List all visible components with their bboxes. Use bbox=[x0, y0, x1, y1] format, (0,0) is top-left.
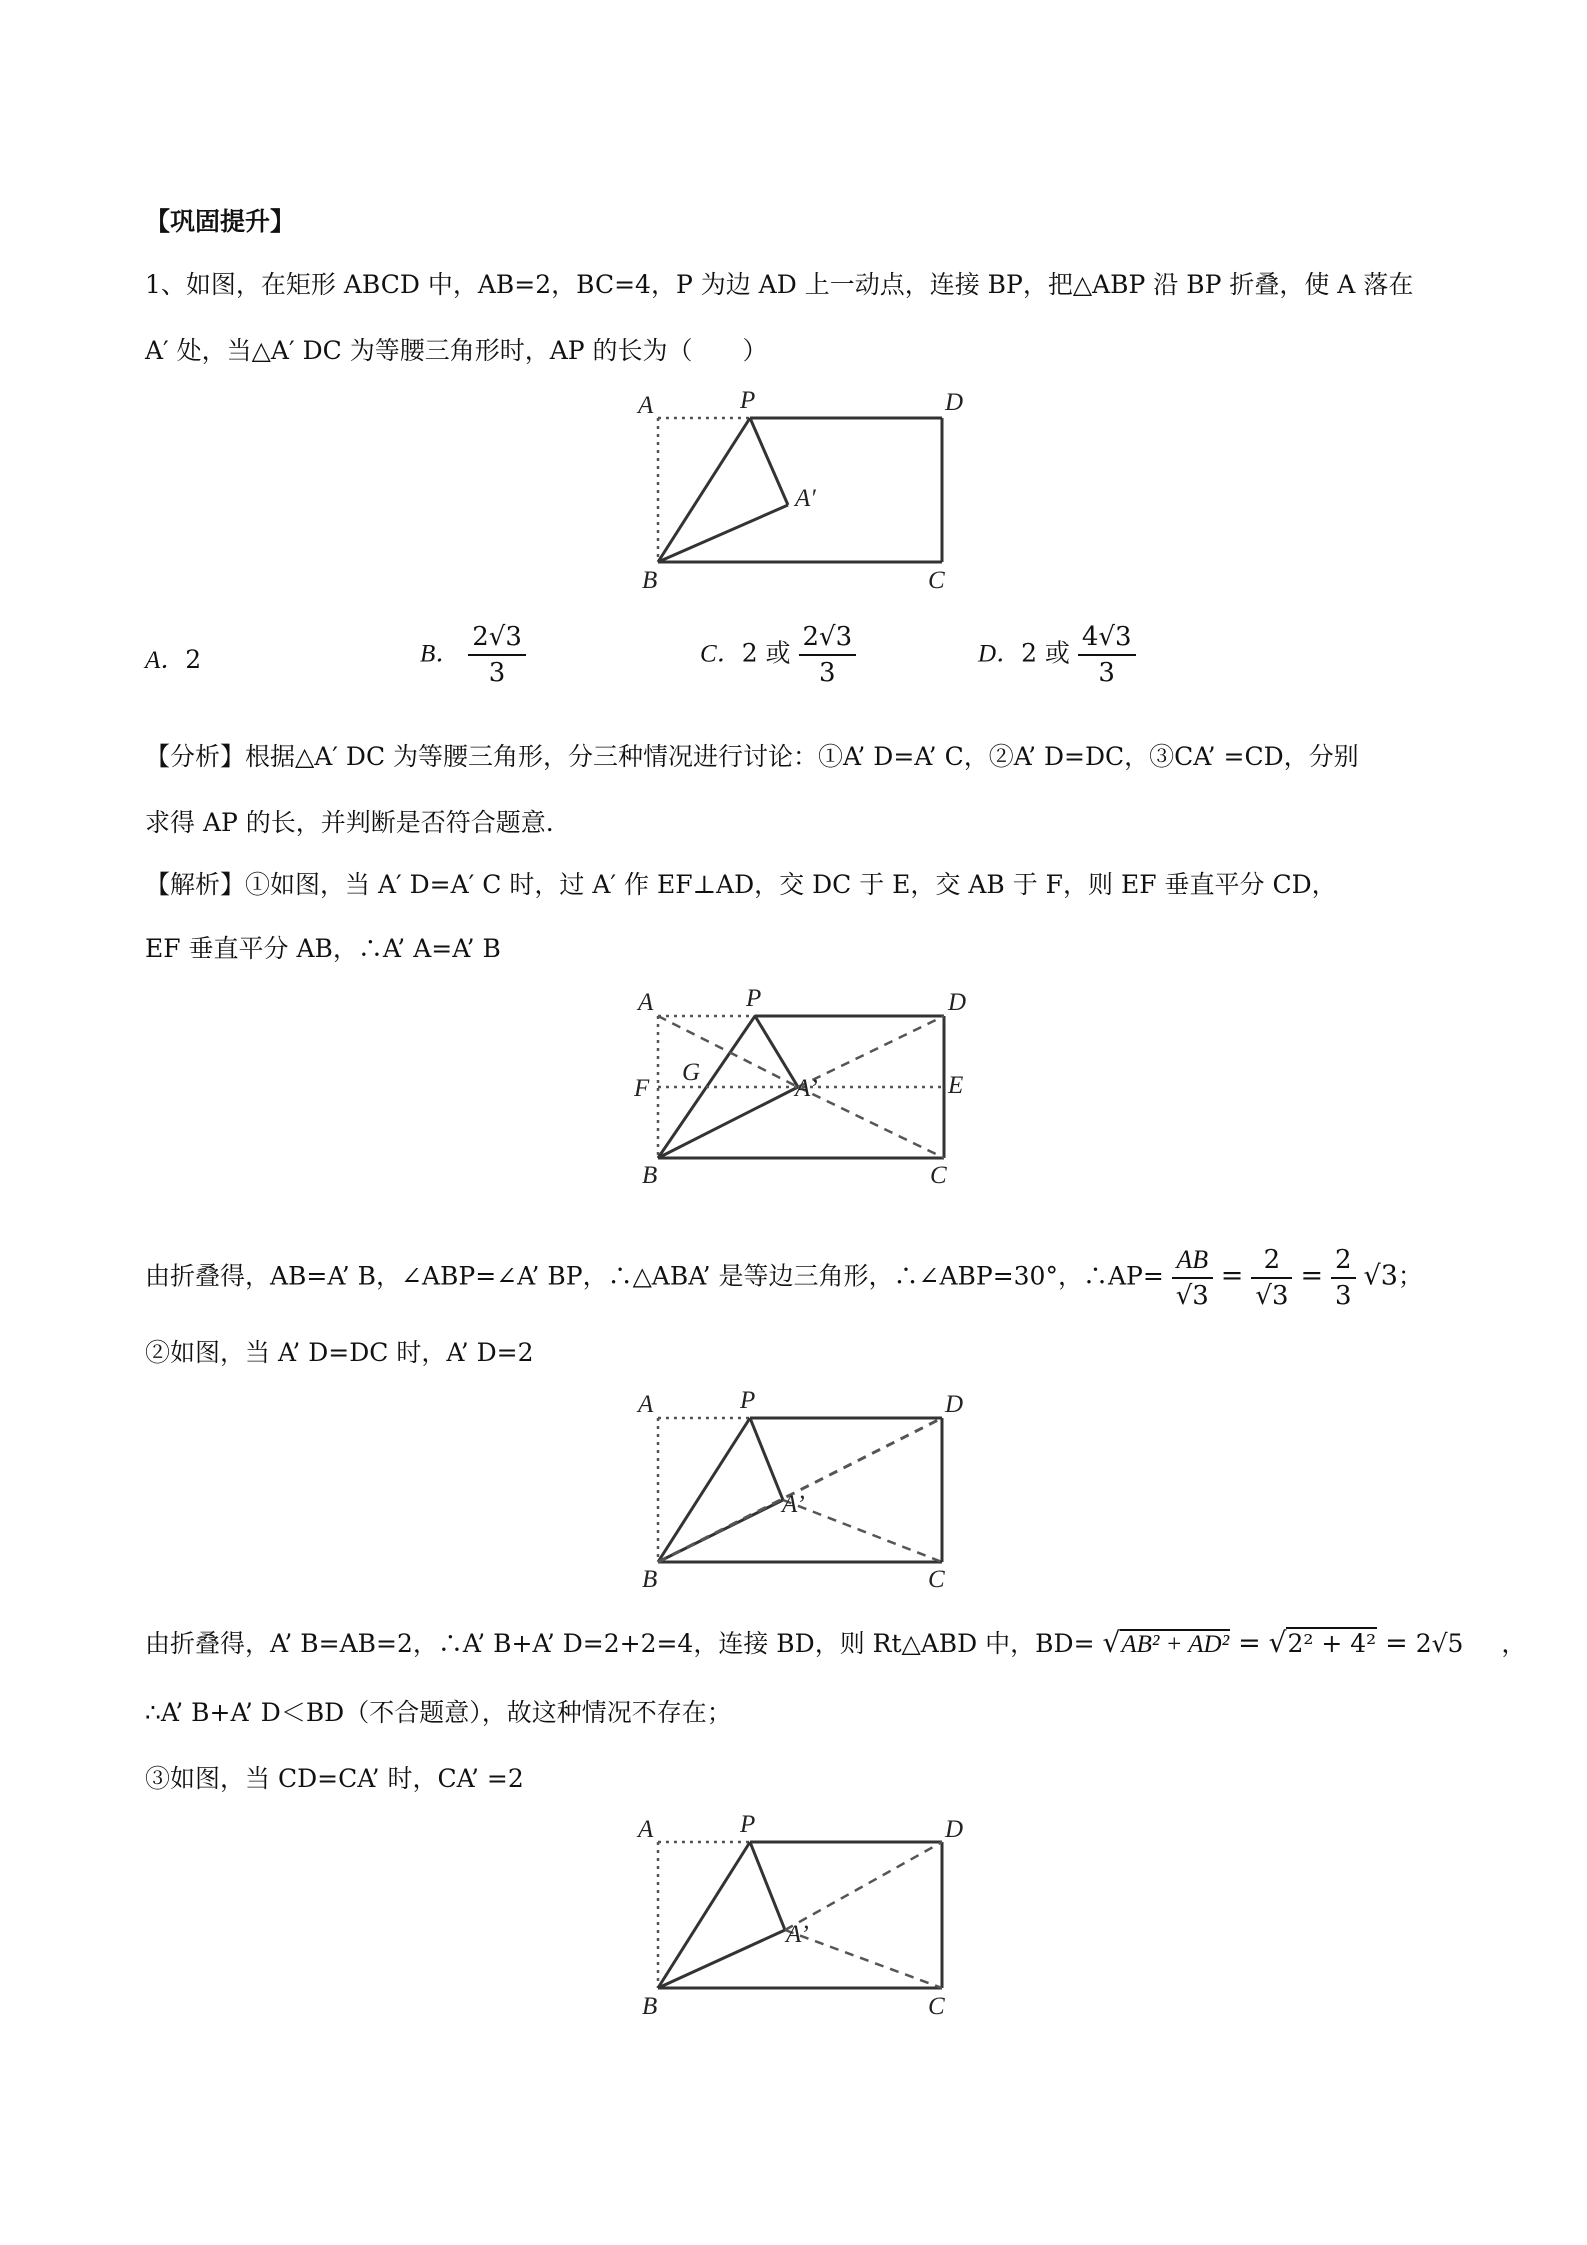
label-A-prime: A’ bbox=[782, 1491, 805, 1518]
label-P: P bbox=[740, 1812, 756, 1838]
label-E: E bbox=[948, 1072, 964, 1099]
option-c-letter: C． bbox=[700, 640, 742, 668]
label-P: P bbox=[740, 1387, 756, 1414]
fraction-2-over-3: $\frac{2}{3}$ bbox=[1331, 1243, 1356, 1313]
label-D: D bbox=[945, 1816, 964, 1843]
label-A-prime: A’ bbox=[795, 1075, 818, 1102]
root-ab-ad: AB² + AD² bbox=[1121, 1631, 1230, 1658]
option-d-letter: D． bbox=[978, 640, 1022, 668]
solution-case3-line-1: ③如图，当 CD=CA’ 时，CA’ =2 bbox=[145, 1764, 524, 1793]
solution-case2-line-3: ∴A’ B+A’ D＜BD（不合题意），故这种情况不存在； bbox=[145, 1698, 732, 1727]
solution-case2-line-1: ②如图，当 A’ D=DC 时，A’ D=2 bbox=[145, 1338, 534, 1367]
option-c[interactable] bbox=[700, 620, 856, 690]
section-heading: 【巩固提升】 bbox=[145, 207, 296, 236]
solution-case1-result: 由折叠得，AB=A’ B，∠ABP=∠A’ BP，∴△ABA’ 是等边三角形，∴∠ABP=30°，∴AP= $\frac{AB}{√3}$ = $\frac{2}{√3}$ = $\frac{2}{3}$ √3； bbox=[145, 1245, 1423, 1311]
label-A: A bbox=[638, 392, 654, 419]
analysis-line-2: 求得 AP 的长，并判断是否符合题意. bbox=[145, 808, 554, 837]
label-A-prime: A’ bbox=[786, 1921, 809, 1948]
option-c-prefix: 2 或 bbox=[741, 638, 791, 668]
label-D: D bbox=[945, 1391, 964, 1418]
question-line-2: A′ 处，当△A′ DC 为等腰三角形时，AP 的长为（ ） bbox=[145, 336, 768, 365]
fraction-ab-over-root3: $\frac{AB}{√3}$ bbox=[1172, 1243, 1213, 1313]
analysis-line-1: 【分析】根据△A′ DC 为等腰三角形，分三种情况进行讨论：①A’ D=A’ C，②A’ D=DC，③CA’ =CD，分别 bbox=[145, 742, 1359, 771]
fraction-2-over-root3: $\frac{2}{√3}$ bbox=[1251, 1243, 1292, 1313]
figure-2 bbox=[620, 980, 980, 1195]
label-A: A bbox=[638, 1391, 654, 1418]
solution-case2-result: 由折叠得，A’ B=AB=2，∴A’ B+A’ D=2+2=4，连接 BD，则 Rt△ABD 中，BD= √AB² + AD² = √2² + 4² = 2√5 ， bbox=[145, 1626, 1527, 1659]
label-D: D bbox=[945, 389, 964, 416]
option-b[interactable] bbox=[420, 620, 526, 690]
option-d-prefix: 2 或 bbox=[1021, 638, 1070, 668]
label-A: A bbox=[638, 989, 654, 1016]
solution-case1-line-2: EF 垂直平分 AB，∴A’ A=A’ B bbox=[145, 934, 501, 963]
label-B: B bbox=[642, 567, 658, 594]
figure-3 bbox=[620, 1382, 980, 1597]
label-A-prime: A′ bbox=[795, 485, 816, 512]
label-C: C bbox=[930, 1162, 947, 1189]
option-c-fraction: $\frac{2√3}{3}$ bbox=[799, 620, 857, 690]
option-a-value: 2 bbox=[185, 645, 202, 674]
label-P: P bbox=[740, 388, 756, 414]
label-P: P bbox=[746, 985, 762, 1012]
figure-4 bbox=[620, 1812, 980, 2027]
label-D: D bbox=[948, 989, 967, 1016]
root-2-4: 2² + 4² bbox=[1287, 1629, 1377, 1658]
option-d[interactable] bbox=[978, 620, 1136, 690]
option-d-fraction: $\frac{4√3}{3}$ bbox=[1078, 620, 1136, 690]
option-b-letter: B． bbox=[420, 640, 461, 668]
label-A: A bbox=[638, 1816, 654, 1843]
option-a[interactable] bbox=[145, 643, 201, 678]
option-b-fraction: $\frac{2√3}{3}$ bbox=[468, 620, 526, 690]
bd-value: 2√5 bbox=[1415, 1629, 1464, 1658]
label-B: B bbox=[642, 1566, 658, 1593]
figure-1 bbox=[620, 388, 980, 598]
label-C: C bbox=[928, 1566, 945, 1593]
solution-case1-line-1: 【解析】①如图，当 A′ D=A′ C 时，过 A′ 作 EF⊥AD，交 DC 于 E，交 AB 于 F，则 EF 垂直平分 CD， bbox=[145, 870, 1337, 899]
label-C: C bbox=[928, 567, 945, 594]
label-B: B bbox=[642, 1993, 658, 2020]
label-C: C bbox=[928, 1993, 945, 2020]
question-line-1: 1、如图，在矩形 ABCD 中，AB=2，BC=4，P 为边 AD 上一动点，连接 BP，把△ABP 沿 BP 折叠，使 A 落在 bbox=[145, 270, 1414, 299]
label-F: F bbox=[634, 1075, 650, 1102]
label-B: B bbox=[642, 1162, 658, 1189]
option-a-letter: A． bbox=[145, 647, 186, 674]
label-G: G bbox=[682, 1059, 701, 1086]
